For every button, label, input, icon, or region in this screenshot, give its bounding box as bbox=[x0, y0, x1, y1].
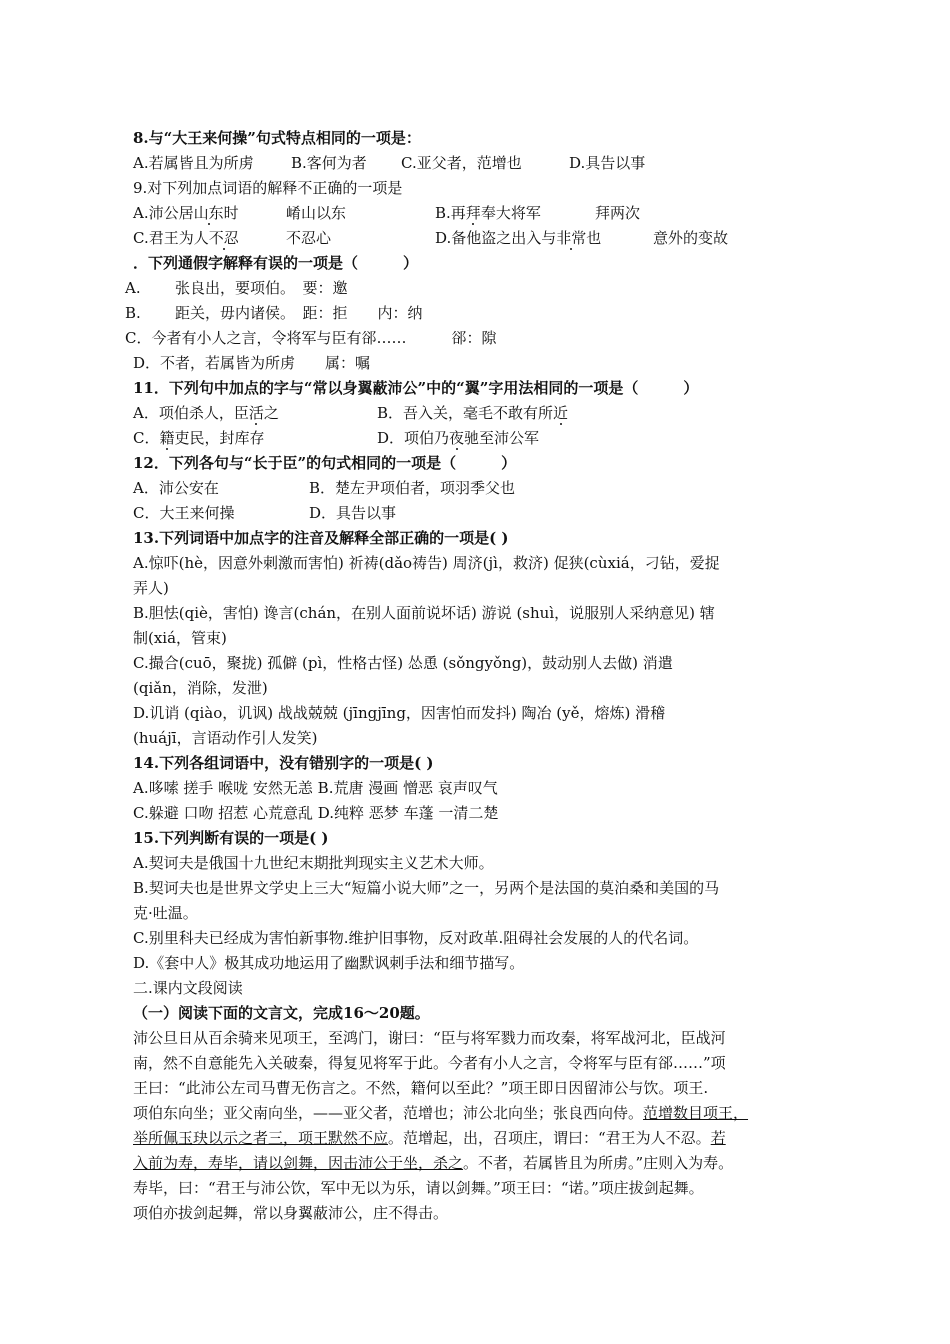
q14-line: A.哆嗦 搓手 喉咙 安然无恙 B.荒唐 漫画 憎恶 哀声叹气 bbox=[133, 779, 498, 797]
passage-line: 南，然不自意能先入关破秦，得复见将军于此。今者有小人之言，令将军与臣有郤……”项 bbox=[133, 1054, 726, 1072]
q9-title: 9.对下列加点词语的解释不正确的一项是 bbox=[133, 179, 403, 197]
passage-line: 项伯东向坐；亚父南向坐，——亚父者，范增也；沛公北向坐；张良西向侍。范增数目项王， bbox=[133, 1104, 749, 1122]
q9-gloss-c: 不忍心 bbox=[286, 229, 332, 247]
underlined-sentence: 若 bbox=[710, 1129, 726, 1147]
document-page bbox=[125, 126, 833, 1226]
q9-option-b: B.再拜奉大将军 bbox=[435, 204, 541, 222]
q10-title: ．下列通假字解释有误的一项是（ ） bbox=[133, 254, 419, 272]
q12-option-b: B．楚左尹项伯者，项羽季父也 bbox=[309, 479, 516, 497]
q10-option-a: A. 张良出，要项伯。 要：邀 bbox=[125, 279, 348, 297]
section-heading: 二.课内文段阅读 bbox=[133, 979, 243, 997]
q15-line: A.契诃夫是俄国十九世纪末期批判现实主义艺术大师。 bbox=[133, 854, 494, 872]
q15-title: 15.下列判断有误的一项是( ) bbox=[133, 829, 329, 847]
q11-option-c: C．籍吏民，封库存 bbox=[133, 429, 265, 447]
q8-option-c: C.亚父者，范增也 bbox=[401, 154, 522, 172]
q13-line: B.胆怯(qiè，害怕) 谗言(chán，在别人面前说坏话) 游说 (shuì，说服别人采纳意见) 辖 bbox=[133, 604, 715, 622]
passage-line: 入前为寿，寿毕，请以剑舞，因击沛公于坐，杀之。不者，若属皆且为所虏。”庄则入为寿。 bbox=[133, 1154, 734, 1172]
q11-title: 11．下列句中加点的字与“常以身翼蔽沛公”中的“翼”字用法相同的一项是（ ） bbox=[133, 379, 699, 397]
q8-title: 8.与“大王来何操”句式特点相同的一项是： bbox=[133, 129, 421, 147]
passage-title: （一）阅读下面的文言文，完成16～20题。 bbox=[133, 1004, 430, 1022]
passage-line: 寿毕，曰：“君王与沛公饮，军中无以为乐，请以剑舞。”项王曰：“诺。”项庄拔剑起舞。 bbox=[133, 1179, 704, 1197]
q9-gloss-d: 意外的变故 bbox=[653, 229, 729, 247]
underlined-sentence: 入前为寿，寿毕，请以剑舞，因击沛公于坐，杀之 bbox=[133, 1154, 464, 1172]
q8-option-b: B.客何为者 bbox=[291, 154, 367, 172]
q13-line: (qiǎn，消除，发泄) bbox=[133, 679, 268, 697]
q10-option-d: D．不者，若属皆为所虏 属：嘱 bbox=[133, 354, 371, 372]
q15-line: 克·吐温。 bbox=[133, 904, 198, 922]
q11-row-cd bbox=[133, 426, 833, 451]
q15-line: D.《套中人》极其成功地运用了幽默讽刺手法和细节描写。 bbox=[133, 954, 525, 972]
q12-title: 12．下列各句与“长于臣”的句式相同的一项是（ ） bbox=[133, 454, 517, 472]
q13-line: C.撮合(cuō，聚拢) 孤僻 (pì，性格古怪) 怂恿 (sǒngyǒng)，鼓动别人去做) 消遣 bbox=[133, 654, 673, 672]
q9-option-c: C.君王为人不忍 bbox=[133, 229, 239, 247]
q8-option-d: D.具告以事 bbox=[569, 154, 646, 172]
q13-line: D.讥诮 (qiào，讥讽) 战战兢兢 (jīngjīng，因害怕而发抖) 陶冶 (yě，熔炼) 滑稽 bbox=[133, 704, 666, 722]
q13-line: (huájī，言语动作引人发笑) bbox=[133, 729, 318, 747]
q8-options bbox=[133, 151, 833, 176]
underlined-sentence: 举所佩玉玦以示之者三，项王默然不应 bbox=[133, 1129, 389, 1147]
q11-option-d: D．项伯乃夜驰至沛公军 bbox=[377, 429, 540, 447]
q13-line: 制(xiá，管束) bbox=[133, 629, 227, 647]
q12-row-cd bbox=[133, 501, 833, 526]
q12-row-ab bbox=[133, 476, 833, 501]
q11-option-b: B．吾入关，毫毛不敢有所近 bbox=[377, 404, 569, 422]
passage-line: 王曰：“此沛公左司马曹无伤言之。不然，籍何以至此？”项王即日因留沛公与饮。项王. bbox=[133, 1079, 709, 1097]
q9-option-a: A.沛公居山东时 bbox=[133, 204, 239, 222]
passage-line: 举所佩玉玦以示之者三，项王默然不应。范增起，出，召项庄，谓曰：“君王为人不忍。若 bbox=[133, 1129, 726, 1147]
q11-option-a: A．项伯杀人，臣活之 bbox=[133, 404, 279, 422]
underlined-sentence: 范增数目项王， bbox=[643, 1104, 749, 1122]
q15-line: B.契诃夫也是世界文学史上三大“短篇小说大师”之一，另两个是法国的莫泊桑和美国的马 bbox=[133, 879, 720, 897]
passage-line: 沛公旦日从百余骑来见项王，至鸿门，谢曰：“臣与将军戮力而攻秦，将军战河北，臣战河 bbox=[133, 1029, 726, 1047]
q12-option-a: A．沛公安在 bbox=[133, 479, 219, 497]
q11-row-ab bbox=[133, 401, 833, 426]
q12-option-d: D．具告以事 bbox=[309, 504, 397, 522]
q9-gloss-b: 拜两次 bbox=[595, 204, 641, 222]
q9-option-d: D.备他盗之出入与非常也 bbox=[435, 229, 602, 247]
passage-line: 项伯亦拔剑起舞，常以身翼蔽沛公，庄不得击。 bbox=[133, 1204, 449, 1222]
q14-line: C.躲避 口吻 招惹 心荒意乱 D.纯粹 恶梦 车蓬 一清二楚 bbox=[133, 804, 499, 822]
q9-row-ab bbox=[133, 201, 833, 226]
q10-option-b: B. 距关，毋内诸侯。 距：拒 内：纳 bbox=[125, 304, 423, 322]
q9-gloss-a: 崤山以东 bbox=[286, 204, 347, 222]
q14-title: 14.下列各组词语中，没有错别字的一项是( ) bbox=[133, 754, 434, 772]
q10-option-c: C．今者有小人之言，令将军与臣有郤…… 郤：隙 bbox=[125, 329, 497, 347]
q13-line: 弄人) bbox=[133, 579, 169, 597]
q9-row-cd bbox=[133, 226, 833, 251]
q15-line: C.别里科夫已经成为害怕新事物.维护旧事物，反对政革.阻碍社会发展的人的代名词。 bbox=[133, 929, 699, 947]
q13-line: A.惊吓(hè，因意外刺激而害怕) 祈祷(dǎo祷告) 周济(jì，救济) 促狭(cùxiá，刁钻，爱捉 bbox=[133, 554, 720, 572]
q12-option-c: C．大王来何操 bbox=[133, 504, 235, 522]
q13-title: 13.下列词语中加点字的注音及解释全部正确的一项是( ) bbox=[133, 529, 509, 547]
q8-option-a: A.若属皆且为所虏 bbox=[133, 154, 254, 172]
